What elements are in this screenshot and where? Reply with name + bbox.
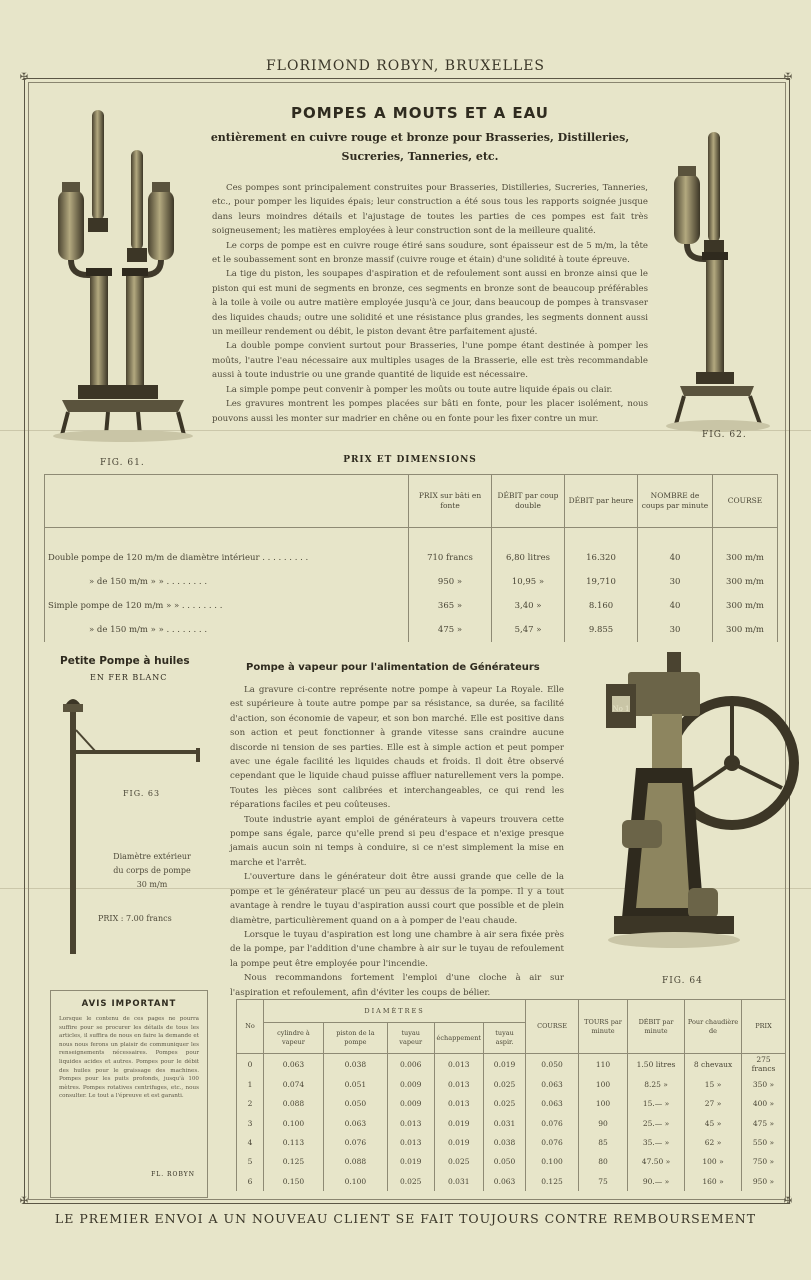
cell: 0.031 <box>434 1172 484 1191</box>
cell: 0.019 <box>434 1113 484 1132</box>
cell: 0.038 <box>484 1133 526 1152</box>
steam-pump-title: Pompe à vapeur pour l'alimentation de Générateurs <box>246 662 540 673</box>
cell: 0.100 <box>526 1152 579 1171</box>
cell: 0.100 <box>323 1172 387 1191</box>
cell: 475 » <box>409 618 492 642</box>
cell: 40 <box>638 528 713 571</box>
table-header: PRIX sur bâti en fonte <box>409 475 492 528</box>
cell: 0.063 <box>484 1172 526 1191</box>
cell: 27 » <box>685 1094 742 1113</box>
table-header: DÉBIT par heure <box>565 475 638 528</box>
paragraph: Toute industrie ayant emploi de générateurs à vapeurs trouvera cette pompe sans égale, parce qu'elle prend si peu d'espace et n'exige presque jamais aucun soin ni temps à conduire, si ce n'est simplement la mise en marche et l'arrêt. <box>230 814 564 868</box>
cell: 35.— » <box>628 1133 685 1152</box>
cell: 0.019 <box>484 1054 526 1075</box>
cell: 0.050 <box>526 1054 579 1075</box>
cell: 0.125 <box>526 1172 579 1191</box>
corner-ornament: ✠ <box>783 1196 793 1207</box>
cell: 2 <box>237 1094 264 1113</box>
price-table <box>44 474 778 642</box>
cell: 0.088 <box>264 1094 324 1113</box>
table-row <box>237 1054 786 1075</box>
cell: 47.50 » <box>628 1152 685 1171</box>
corner-ornament: ✠ <box>783 72 793 83</box>
corner-ornament: ✠ <box>19 1196 29 1207</box>
oil-pump-price: PRIX : 7.00 francs <box>98 914 172 923</box>
cell: 0.025 <box>484 1094 526 1113</box>
cell: 275 francs <box>742 1054 786 1075</box>
cell: 0 <box>237 1054 264 1075</box>
cell: 9.855 <box>565 618 638 642</box>
figure-caption: FIG. 62. <box>702 430 747 440</box>
spec-line: Diamètre extérieur <box>113 852 191 861</box>
table-row <box>45 594 778 618</box>
cell: 8 chevaux <box>685 1054 742 1075</box>
spec-line: 30 m/m <box>136 880 168 889</box>
paragraph: La gravure ci-contre représente notre pompe à vapeur La Royale. Elle est supérieure à toute autre pompe par sa résistance, sa durée, sa facilité d'action, son économie de vapeur, et son bon marché. Elle est positive dans son action et peut fonctionner à grande vitesse sans craindre aucune discorde ni tension de ses parties. Elle est à simple action et peut pomper avec une égale facilité les liquides chauds et froids. Il doit être observé cependant que le liquide chaud puisse affluer naturellement vers la pompe. Toutes les pièces sont calibrées et interchangeables, ce qui rend les réparations faciles et peu coûteuses. <box>230 685 564 811</box>
intro-text <box>212 181 648 435</box>
table-header: COURSE <box>713 475 778 528</box>
cell: 0.013 <box>434 1094 484 1113</box>
cell: 0.013 <box>387 1113 434 1132</box>
table-row <box>45 528 778 571</box>
cell: 0.025 <box>484 1075 526 1094</box>
table-header: DÉBIT par coup double <box>492 475 565 528</box>
cell: 0.025 <box>387 1172 434 1191</box>
price-section-title: PRIX ET DIMENSIONS <box>343 455 477 465</box>
cell: 950 » <box>409 570 492 594</box>
table-header: TOURS par minute <box>579 1000 628 1054</box>
cell: 365 » <box>409 594 492 618</box>
table-row <box>45 618 778 642</box>
row-label: » de 150 m/m » » . . . . . . . . <box>45 618 409 642</box>
cell: 0.031 <box>484 1113 526 1132</box>
cell: 550 » <box>742 1133 786 1152</box>
cell: 90 <box>579 1113 628 1132</box>
oil-pump-specs <box>92 850 212 892</box>
cell: 8.160 <box>565 594 638 618</box>
cell: 15.— » <box>628 1094 685 1113</box>
cell: 400 » <box>742 1094 786 1113</box>
cell: 80 <box>579 1152 628 1171</box>
page-footer: LE PREMIER ENVOI A UN NOUVEAU CLIENT SE FAIT TOUJOURS CONTRE REMBOURSEMENT <box>54 1211 757 1226</box>
cell: 750 » <box>742 1152 786 1171</box>
figure-caption: FIG. 64 <box>662 976 703 986</box>
spec-line: du corps de pompe <box>113 866 191 875</box>
cell: 40 <box>638 594 713 618</box>
table-header: DÉBIT par minute <box>628 1000 685 1054</box>
cell: 6 <box>237 1172 264 1191</box>
row-label: Simple pompe de 120 m/m » » . . . . . . . . <box>45 594 409 618</box>
page-subtitle <box>200 128 640 166</box>
corner-ornament: ✠ <box>19 72 29 83</box>
table-row <box>237 1172 786 1191</box>
cell: 10,95 » <box>492 570 565 594</box>
cell: 30 <box>638 570 713 594</box>
cell: 5 <box>237 1152 264 1171</box>
table-row <box>237 1113 786 1132</box>
cell: 25.— » <box>628 1113 685 1132</box>
cell: 100 <box>579 1075 628 1094</box>
table-subheader: tuyau aspir. <box>484 1023 526 1054</box>
paragraph: La simple pompe peut convenir à pomper les moûts ou toute autre liquide épais ou clair. <box>226 384 613 395</box>
cell: 0.076 <box>526 1133 579 1152</box>
figure-caption: FIG. 63 <box>123 789 161 798</box>
cell: 75 <box>579 1172 628 1191</box>
subtitle-line: Sucreries, Tanneries, etc. <box>341 150 499 163</box>
cell: 110 <box>579 1054 628 1075</box>
paragraph: La tige du piston, les soupapes d'aspiration et de refoulement sont aussi en bronze ainsi que le piston qui est muni de segments en bronze, ces segments en bronze sont de beaucoup préférables à la toile à voile ou autre matière employée jusqu'à ce jour, dans beaucoup de pompes à transvaser des liquides chauds; outre une solidité et une résistance plus grandes, les segments donnent aussi un meilleur rendement ou débit, le piston devant être parfaitement ajusté. <box>212 269 648 338</box>
paragraph: Les gravures montrent les pompes placées sur bâti en fonte, pour les placer isolément, nous pouvons aussi les monter sur madrier en chêne ou en fonte pour les fixer contre un mur. <box>212 399 648 424</box>
cell: 0.150 <box>264 1172 324 1191</box>
cell: 30 <box>638 618 713 642</box>
cell: 300 m/m <box>713 570 778 594</box>
table-row <box>237 1152 786 1171</box>
cell: 0.019 <box>434 1133 484 1152</box>
table-subheader: cylindre à vapeur <box>264 1023 324 1054</box>
cell: 0.038 <box>323 1054 387 1075</box>
cell: 160 » <box>685 1172 742 1191</box>
table-subheader: piston de la pompe <box>323 1023 387 1054</box>
row-label: » de 150 m/m » » . . . . . . . . <box>45 570 409 594</box>
notice-title: AVIS IMPORTANT <box>81 999 177 1009</box>
table-subheader: échappement <box>434 1023 484 1054</box>
cell: 15 » <box>685 1075 742 1094</box>
cell: 16.320 <box>565 528 638 571</box>
paragraph: Ces pompes sont principalement construites pour Brasseries, Distilleries, Sucreries, Tanneries, etc., pour pomper les liquides épais; leur construction a été sous tous les rapports soignée jusque dans leurs moindres détails et l'ajustage de toutes les parties de ces pompes est fait très soigneusement; les matières employées à leur construction sont de la meilleure qualité. <box>212 183 648 237</box>
nameplate: No 1 <box>612 705 630 713</box>
table-header: PRIX <box>742 1000 786 1054</box>
table-row <box>237 1133 786 1152</box>
paragraph: Le corps de pompe est en cuivre rouge étiré sans soudure, sont épaisseur est de 5 m/m, la tête et le soubassement sont en bronze massif (cuivre rouge et étain) d'une solidité à toute épreuve. <box>212 240 648 266</box>
figure-caption: FIG. 61. <box>100 458 145 468</box>
table-row <box>237 1075 786 1094</box>
cell: 4 <box>237 1133 264 1152</box>
cell: 85 <box>579 1133 628 1152</box>
cell: 300 m/m <box>713 618 778 642</box>
cell: 62 » <box>685 1133 742 1152</box>
single-pump-illustration <box>662 124 777 434</box>
cell: 1.50 litres <box>628 1054 685 1075</box>
cell: 300 m/m <box>713 528 778 571</box>
cell: 0.050 <box>323 1094 387 1113</box>
table-header: No <box>237 1000 264 1054</box>
table-header: DIAMÈTRES <box>264 1000 526 1023</box>
cell: 0.013 <box>434 1054 484 1075</box>
table-header <box>45 475 409 528</box>
cell: 8.25 » <box>628 1075 685 1094</box>
cell: 0.006 <box>387 1054 434 1075</box>
cell: 300 m/m <box>713 594 778 618</box>
table-subheader: tuyau vapeur <box>387 1023 434 1054</box>
paragraph: La double pompe convient surtout pour Brasseries, l'une pompe étant destinée à pomper les moûts, l'autre l'eau nécessaire aux multiples usages de la Brasserie, elle est très recommandable aussi à toute industrie ou une grande quantité de liquide est nécessaire. <box>212 341 648 381</box>
cell: 0.050 <box>484 1152 526 1171</box>
subtitle-line: entièrement en cuivre rouge et bronze pour Brasseries, Distilleries, <box>210 131 630 144</box>
table-row <box>45 570 778 594</box>
cell: 0.013 <box>387 1133 434 1152</box>
paragraph: Lorsque le tuyau d'aspiration est long une chambre à air sera fixée près de la pompe, par l'addition d'une chambre à air sur le tuyau de refoulement la pompe peut être employée pour l'incendie. <box>230 929 564 969</box>
oil-pump-title: Petite Pompe à huiles <box>60 655 190 667</box>
notice-signature: FL. ROBYN <box>151 1171 195 1178</box>
cell: 0.100 <box>264 1113 324 1132</box>
cell: 0.025 <box>434 1152 484 1171</box>
oil-pump-subtitle: EN FER BLANC <box>90 673 168 682</box>
row-label: Double pompe de 120 m/m de diamètre intérieur . . . . . . . . . <box>45 528 409 571</box>
steam-pump-illustration <box>592 648 787 958</box>
paragraph: L'ouverture dans le générateur doit être aussi grande que celle de la pompe et le générateur placé un peu au dessus de la pompe. Il y a tout avantage à rendre le tuyau d'aspiration aussi court que possible et de plein diamètre, particulièrement quand on a à pomper de l'eau chaude. <box>230 872 564 926</box>
cell: 0.076 <box>526 1113 579 1132</box>
cell: 0.019 <box>387 1152 434 1171</box>
cell: 0.013 <box>434 1075 484 1094</box>
cell: 100 » <box>685 1152 742 1171</box>
cell: 0.063 <box>526 1075 579 1094</box>
cell: 5,47 » <box>492 618 565 642</box>
table-row <box>237 1094 786 1113</box>
cell: 0.074 <box>264 1075 324 1094</box>
table-header: NOMBRE de coups par minute <box>638 475 713 528</box>
table-header: COURSE <box>526 1000 579 1054</box>
cell: 1 <box>237 1075 264 1094</box>
page-header: FLORIMOND ROBYN, BRUXELLES <box>265 58 546 74</box>
paragraph: Nous recommandons fortement l'emploi d'une cloche à air sur l'aspiration et refoulement, afin d'éviter les coups de bélier. <box>230 973 564 998</box>
cell: 0.063 <box>526 1094 579 1113</box>
cell: 45 » <box>685 1113 742 1132</box>
cell: 90.— » <box>628 1172 685 1191</box>
cell: 19,710 <box>565 570 638 594</box>
cell: 3,40 » <box>492 594 565 618</box>
double-pump-illustration <box>48 100 198 445</box>
cell: 0.009 <box>387 1094 434 1113</box>
dimension-table <box>236 999 786 1191</box>
cell: 0.063 <box>264 1054 324 1075</box>
cell: 475 » <box>742 1113 786 1132</box>
page-title: POMPES A MOUTS ET A EAU <box>291 104 549 122</box>
cell: 100 <box>579 1094 628 1113</box>
cell: 0.113 <box>264 1133 324 1152</box>
cell: 3 <box>237 1113 264 1132</box>
cell: 950 » <box>742 1172 786 1191</box>
notice-box <box>50 990 208 1198</box>
cell: 0.125 <box>264 1152 324 1171</box>
cell: 6,80 litres <box>492 528 565 571</box>
cell: 0.088 <box>323 1152 387 1171</box>
cell: 0.051 <box>323 1075 387 1094</box>
table-header: Pour chaudière de <box>685 1000 742 1054</box>
cell: 0.009 <box>387 1075 434 1094</box>
cell: 0.063 <box>323 1113 387 1132</box>
cell: 350 » <box>742 1075 786 1094</box>
cell: 710 francs <box>409 528 492 571</box>
notice-text: Lorsque le contenu de ces pages ne pourra suffire pour se procurer les détails de tous les articles, il suffira de nous en faire la demande et nous nous ferons un plaisir de communiquer les renseignements nécessaires. Pompes pour liquides acides et autres. Pompes pour le débit des huiles pour le graissage des machines. Pompes pour les puits profonds, jusqu'à 100 mètres. Pompes rotatives centrifuges, etc., nous consulter. Le tout a l'épreuve et est garanti. <box>59 1016 199 1100</box>
cell: 0.076 <box>323 1133 387 1152</box>
steam-pump-text <box>230 683 564 998</box>
